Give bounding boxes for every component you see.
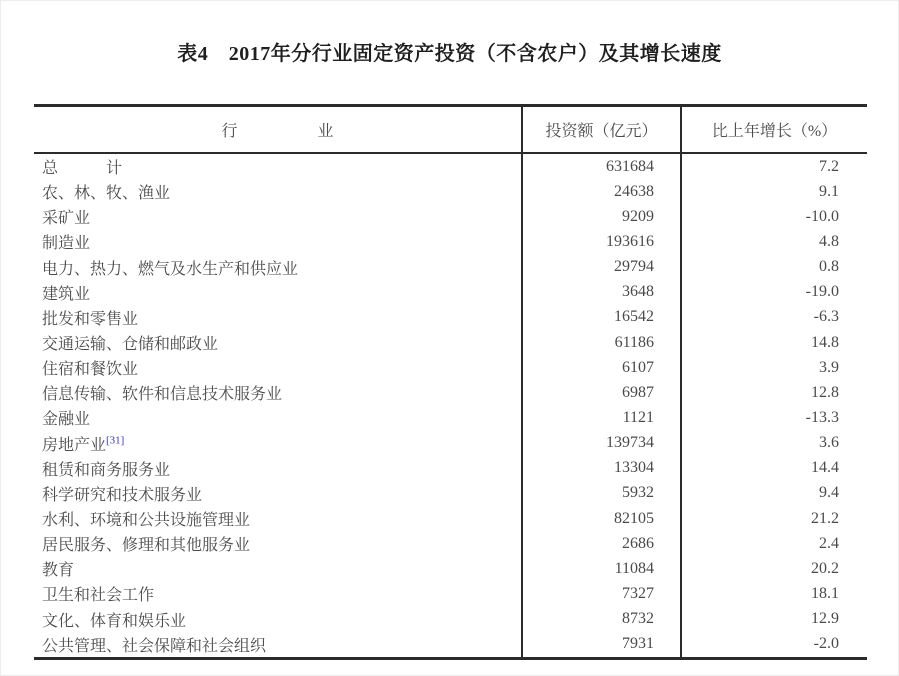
investment-cell: 2686	[522, 531, 681, 556]
growth-cell: -6.3	[813, 308, 839, 326]
table-row	[34, 456, 867, 481]
investment-cell: 139734	[522, 431, 681, 456]
investment-cell: 16542	[522, 305, 681, 330]
industry-cell: 信息传输、软件和信息技术服务业	[42, 386, 283, 404]
investment-cell: 5932	[522, 481, 681, 506]
table-row	[34, 330, 867, 355]
investment-cell: 24638	[522, 179, 681, 204]
investment-cell: 7931	[522, 632, 681, 659]
investment-cell: 82105	[522, 506, 681, 531]
growth-cell: -19.0	[805, 283, 839, 301]
growth-cell: 14.8	[811, 333, 839, 351]
investment-cell: 3648	[522, 280, 681, 305]
industry-cell: 制造业	[42, 235, 91, 253]
investment-cell: 6987	[522, 380, 681, 405]
table-row	[34, 305, 867, 330]
table-row	[34, 204, 867, 229]
table-row	[34, 355, 867, 380]
growth-cell: 21.2	[811, 509, 839, 527]
growth-cell: 4.8	[819, 232, 839, 250]
industry-cell: 农、林、牧、渔业	[42, 185, 171, 203]
table-row	[34, 229, 867, 254]
growth-cell: 18.1	[811, 584, 839, 602]
growth-cell: 14.4	[811, 459, 839, 477]
growth-cell: 9.1	[819, 182, 839, 200]
column-header-industry: 行 业	[34, 106, 522, 154]
table-row	[34, 556, 867, 581]
growth-cell: 12.9	[811, 610, 839, 628]
investment-cell: 7327	[522, 581, 681, 606]
table-row	[34, 531, 867, 556]
table-row	[34, 405, 867, 430]
industry-cell: 采矿业	[42, 210, 91, 228]
table-row	[34, 153, 867, 179]
growth-cell: 12.8	[811, 383, 839, 401]
data-table	[34, 104, 867, 660]
industry-cell: 交通运输、仓储和邮政业	[42, 336, 219, 354]
table-row	[34, 481, 867, 506]
footnote-link[interactable]: [31]	[106, 434, 125, 447]
column-header-growth: 比上年增长（%）	[681, 106, 867, 154]
investment-cell: 29794	[522, 255, 681, 280]
table-row	[34, 431, 867, 456]
growth-cell: 7.2	[819, 157, 839, 175]
industry-cell: 教育	[42, 562, 75, 580]
table-row	[34, 255, 867, 280]
growth-cell: 0.8	[819, 258, 839, 276]
industry-cell: 文化、体育和娱乐业	[42, 612, 187, 630]
investment-cell: 631684	[522, 153, 681, 179]
growth-cell: -13.3	[805, 408, 839, 426]
industry-cell: 批发和零售业	[42, 310, 139, 328]
industry-cell: 科学研究和技术服务业	[42, 486, 203, 504]
growth-cell: 3.9	[819, 358, 839, 376]
industry-cell: 租赁和商务服务业	[42, 461, 171, 479]
growth-cell: 20.2	[811, 559, 839, 577]
industry-cell: 卫生和社会工作	[42, 587, 155, 605]
growth-cell: 3.6	[819, 434, 839, 452]
investment-cell: 61186	[522, 330, 681, 355]
industry-cell: 公共管理、社会保障和社会组织	[42, 637, 267, 655]
industry-cell: 水利、环境和公共设施管理业	[42, 512, 251, 530]
growth-cell: -2.0	[813, 635, 839, 653]
industry-cell: 建筑业	[42, 285, 91, 303]
table-row	[34, 380, 867, 405]
investment-cell: 13304	[522, 456, 681, 481]
growth-cell: 2.4	[819, 534, 839, 552]
industry-cell: 居民服务、修理和其他服务业	[42, 537, 251, 555]
investment-cell: 11084	[522, 556, 681, 581]
table-row	[34, 581, 867, 606]
industry-cell: 电力、热力、燃气及水生产和供应业	[42, 260, 299, 278]
industry-cell: 金融业	[42, 411, 91, 429]
table-row	[34, 280, 867, 305]
investment-cell: 8732	[522, 607, 681, 632]
growth-cell: 9.4	[819, 484, 839, 502]
investment-cell: 193616	[522, 229, 681, 254]
growth-cell: -10.0	[805, 207, 839, 225]
table-row	[34, 632, 867, 659]
industry-cell: 房地产业[31]	[42, 434, 125, 454]
investment-cell: 9209	[522, 204, 681, 229]
industry-cell: 住宿和餐饮业	[42, 361, 139, 379]
table-row	[34, 607, 867, 632]
table-title: 表4 2017年分行业固定资产投资（不含农户）及其增长速度	[177, 43, 722, 65]
investment-cell: 1121	[522, 405, 681, 430]
table-header-row	[34, 106, 867, 154]
table-body	[34, 153, 867, 658]
column-header-investment: 投资额（亿元）	[522, 106, 681, 154]
investment-cell: 6107	[522, 355, 681, 380]
table-row	[34, 179, 867, 204]
table-row	[34, 506, 867, 531]
industry-cell: 总 计	[42, 160, 123, 178]
